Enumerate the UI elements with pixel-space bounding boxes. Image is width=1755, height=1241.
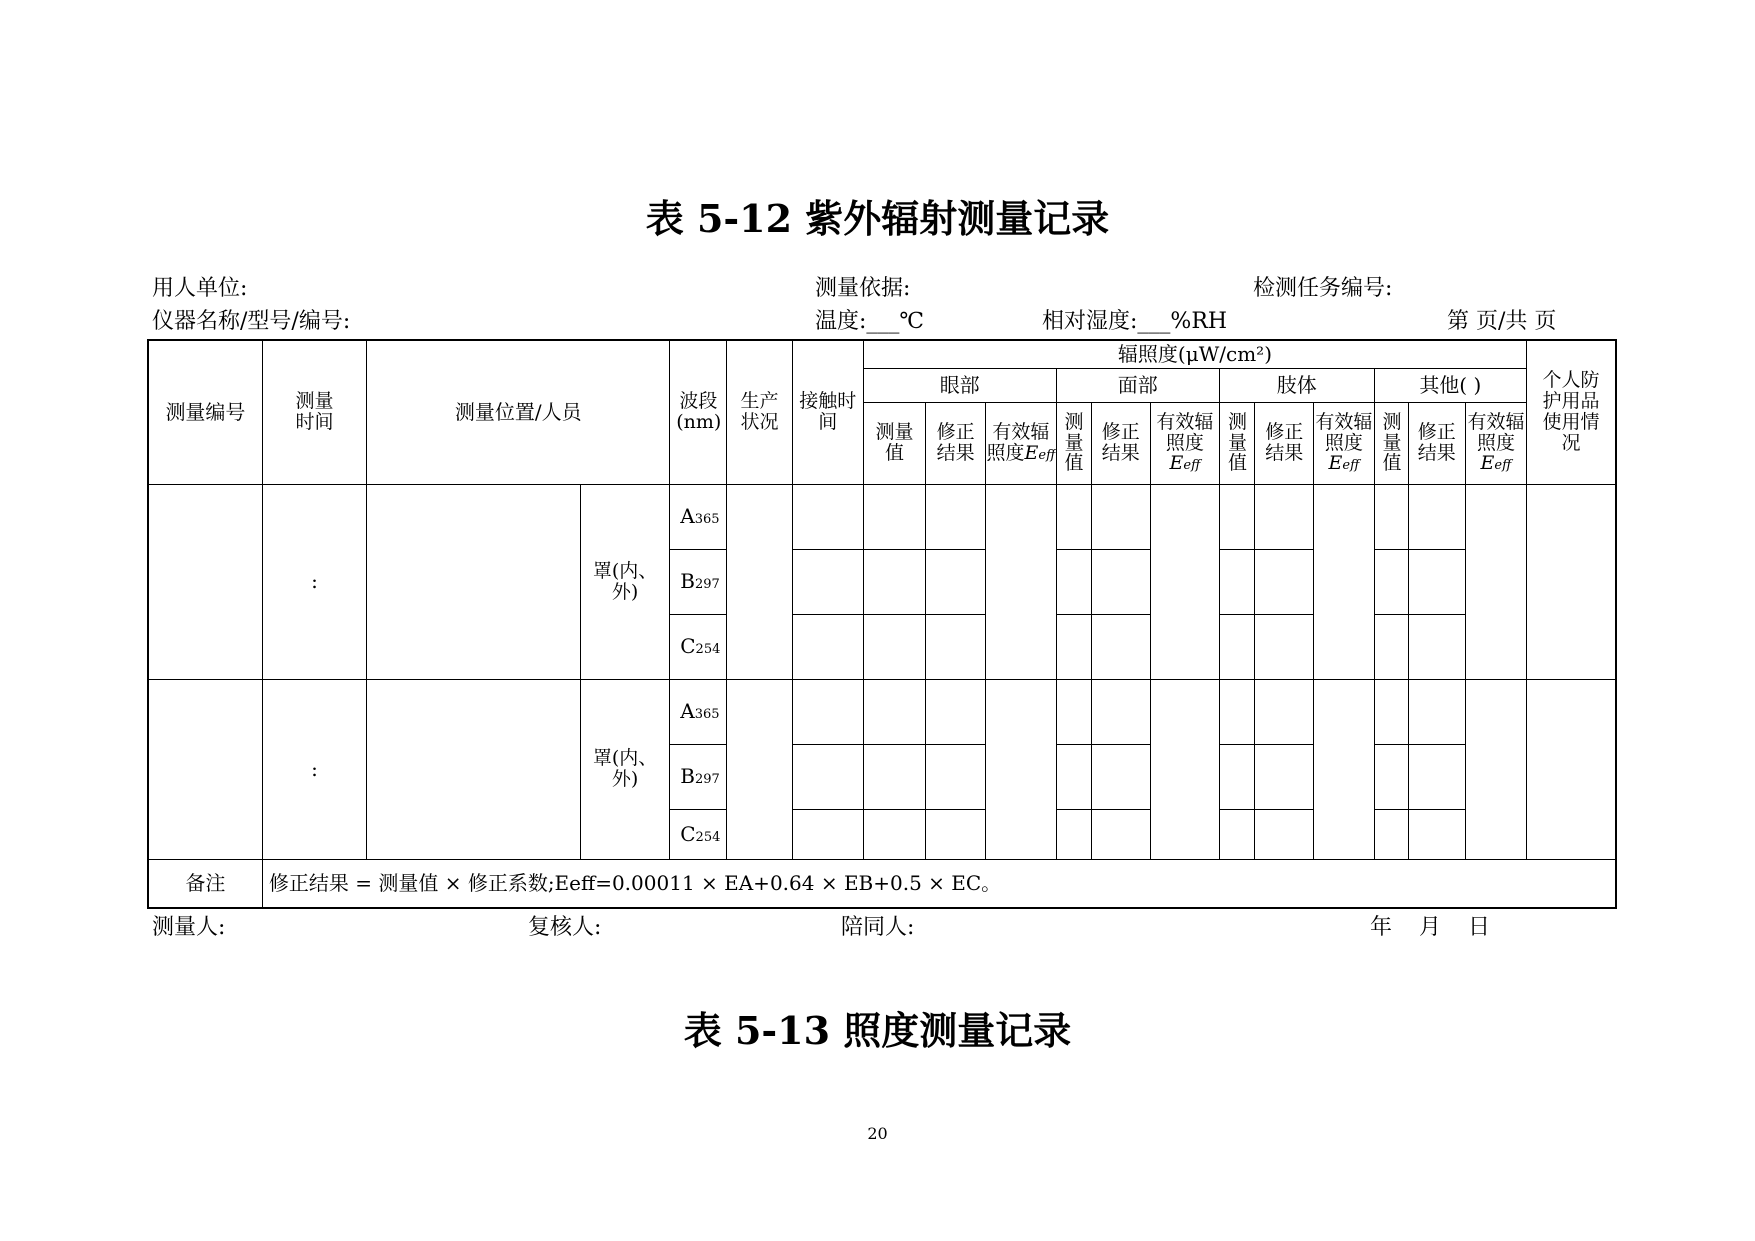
measurer-label: 测量人: (152, 915, 226, 940)
cell-face-effective[interactable] (1150, 484, 1219, 679)
cell-limb-corrected[interactable] (1255, 744, 1314, 809)
cell-eye-corrected[interactable] (926, 484, 986, 549)
cell-eye-effective[interactable] (986, 484, 1056, 679)
cell-other-measured[interactable] (1374, 809, 1408, 859)
band-c-label: C254 (670, 614, 727, 679)
cell-eye-measured[interactable] (863, 549, 925, 614)
cell-face-corrected[interactable] (1091, 549, 1150, 614)
header-measure-id: 测量编号 (148, 340, 262, 484)
cell-eye-measured[interactable] (863, 614, 925, 679)
cell-position[interactable] (367, 679, 581, 859)
band-a-label: A365 (670, 484, 727, 549)
cell-ppe[interactable] (1527, 484, 1616, 679)
cell-limb-corrected[interactable] (1255, 549, 1314, 614)
cell-eye-measured[interactable] (863, 744, 925, 809)
header-eye-corrected: 修正结果 (926, 402, 986, 484)
cell-face-measured[interactable] (1056, 614, 1091, 679)
cell-face-corrected[interactable] (1091, 614, 1150, 679)
cell-eye-measured[interactable] (863, 809, 925, 859)
cell-contact-time[interactable] (792, 809, 863, 859)
cell-production[interactable] (727, 679, 792, 859)
header-other-effective: 有效辐照度Eeff (1465, 402, 1526, 484)
band-b-label: B297 (670, 549, 727, 614)
cell-other-corrected[interactable] (1408, 744, 1465, 809)
cell-limb-corrected[interactable] (1255, 809, 1314, 859)
cell-limb-effective[interactable] (1314, 484, 1374, 679)
header-limb-measured: 测量值 (1220, 402, 1255, 484)
cell-limb-measured[interactable] (1220, 549, 1255, 614)
cell-face-measured[interactable] (1056, 809, 1091, 859)
cell-face-corrected[interactable] (1091, 484, 1150, 549)
cell-ppe[interactable] (1527, 679, 1616, 859)
header-other: 其他( ) (1374, 368, 1527, 402)
header-limb: 肢体 (1220, 368, 1375, 402)
cell-limb-corrected[interactable] (1255, 484, 1314, 549)
cell-other-measured[interactable] (1374, 549, 1408, 614)
basis-label: 测量依据: (815, 276, 911, 301)
header-other-corrected: 修正结果 (1408, 402, 1465, 484)
cell-other-effective[interactable] (1465, 679, 1526, 859)
cell-other-corrected[interactable] (1408, 809, 1465, 859)
task-no-label: 检测任务编号: (1253, 276, 1393, 301)
cell-contact-time[interactable] (792, 484, 863, 549)
band-a-label: A365 (670, 679, 727, 744)
header-eye-effective: 有效辐照度Eeff (986, 402, 1056, 484)
cell-eye-corrected[interactable] (926, 679, 986, 744)
temperature-label: 温度:___℃ (815, 309, 925, 334)
page-count-label: 第 页/共 页 (1447, 309, 1557, 334)
cell-eye-measured[interactable] (863, 679, 925, 744)
cell-limb-measured[interactable] (1220, 484, 1255, 549)
table-title: 表 5-12 紫外辐射测量记录 (645, 196, 1110, 241)
cell-other-measured[interactable] (1374, 744, 1408, 809)
cell-other-measured[interactable] (1374, 614, 1408, 679)
cell-measure-time[interactable]: : (262, 484, 366, 679)
header-face-measured: 测量值 (1056, 402, 1091, 484)
remark-label: 备注 (148, 859, 262, 908)
cell-contact-time[interactable] (792, 679, 863, 744)
remark-text: 修正结果 = 测量值 × 修正系数;Eeff=0.00011 × EA+0.64 × EB+0.5 × EC。 (262, 859, 1616, 908)
cell-limb-measured[interactable] (1220, 679, 1255, 744)
band-b-label: B297 (670, 744, 727, 809)
cell-eye-corrected[interactable] (926, 744, 986, 809)
header-face: 面部 (1056, 368, 1220, 402)
cell-eye-effective[interactable] (986, 679, 1056, 859)
cell-eye-corrected[interactable] (926, 549, 986, 614)
header-ppe: 个人防护用品使用情况 (1527, 340, 1616, 484)
cell-limb-corrected[interactable] (1255, 679, 1314, 744)
cell-face-measured[interactable] (1056, 744, 1091, 809)
header-position: 测量位置/人员 (367, 340, 670, 484)
cell-other-corrected[interactable] (1408, 549, 1465, 614)
band-c-label: C254 (670, 809, 727, 859)
humidity-label: 相对湿度:___%RH (1042, 309, 1228, 334)
cell-face-corrected[interactable] (1091, 679, 1150, 744)
cell-limb-corrected[interactable] (1255, 614, 1314, 679)
cell-limb-measured[interactable] (1220, 809, 1255, 859)
cell-eye-measured[interactable] (863, 484, 925, 549)
cell-limb-effective[interactable] (1314, 679, 1374, 859)
header-measure-time: 测量时间 (262, 340, 366, 484)
cell-mask[interactable]: 罩(内、外) (580, 484, 669, 679)
cell-production[interactable] (727, 484, 792, 679)
header-limb-effective: 有效辐照度Eeff (1314, 402, 1374, 484)
cell-limb-measured[interactable] (1220, 614, 1255, 679)
cell-face-measured[interactable] (1056, 679, 1091, 744)
instrument-label: 仪器名称/型号/编号: (152, 309, 351, 334)
cell-other-measured[interactable] (1374, 679, 1408, 744)
cell-other-measured[interactable] (1374, 484, 1408, 549)
header-irradiance: 辐照度(μW/cm²) (863, 340, 1526, 368)
cell-measure-id[interactable] (148, 484, 262, 679)
cell-mask[interactable]: 罩(内、外) (580, 679, 669, 859)
cell-other-effective[interactable] (1465, 484, 1526, 679)
header-face-effective: 有效辐照度Eeff (1150, 402, 1219, 484)
cell-face-corrected[interactable] (1091, 744, 1150, 809)
cell-other-corrected[interactable] (1408, 484, 1465, 549)
header-contact-time: 接触时间 (792, 340, 863, 484)
header-limb-corrected: 修正结果 (1255, 402, 1314, 484)
cell-other-corrected[interactable] (1408, 679, 1465, 744)
page-number: 20 (867, 1124, 888, 1143)
header-other-measured: 测量值 (1374, 402, 1408, 484)
cell-face-effective[interactable] (1150, 679, 1219, 859)
uv-measurement-table (147, 339, 1617, 909)
date-label: 年 月 日 (1370, 915, 1490, 940)
header-face-corrected: 修正结果 (1091, 402, 1150, 484)
cell-eye-corrected[interactable] (926, 809, 986, 859)
header-eye: 眼部 (863, 368, 1056, 402)
cell-contact-time[interactable] (792, 549, 863, 614)
cell-limb-measured[interactable] (1220, 744, 1255, 809)
cell-eye-corrected[interactable] (926, 614, 986, 679)
employer-label: 用人单位: (152, 276, 248, 301)
cell-other-corrected[interactable] (1408, 614, 1465, 679)
companion-label: 陪同人: (841, 915, 915, 940)
cell-face-measured[interactable] (1056, 549, 1091, 614)
header-eye-measured: 测量值 (863, 402, 925, 484)
cell-position[interactable] (367, 484, 581, 679)
cell-contact-time[interactable] (792, 614, 863, 679)
cell-face-measured[interactable] (1056, 484, 1091, 549)
header-production: 生产状况 (727, 340, 792, 484)
cell-measure-id[interactable] (148, 679, 262, 859)
cell-measure-time[interactable]: : (262, 679, 366, 859)
next-table-title: 表 5-13 照度测量记录 (683, 1008, 1072, 1053)
header-band: 波段(nm) (670, 340, 727, 484)
cell-face-corrected[interactable] (1091, 809, 1150, 859)
cell-contact-time[interactable] (792, 744, 863, 809)
reviewer-label: 复核人: (528, 915, 602, 940)
